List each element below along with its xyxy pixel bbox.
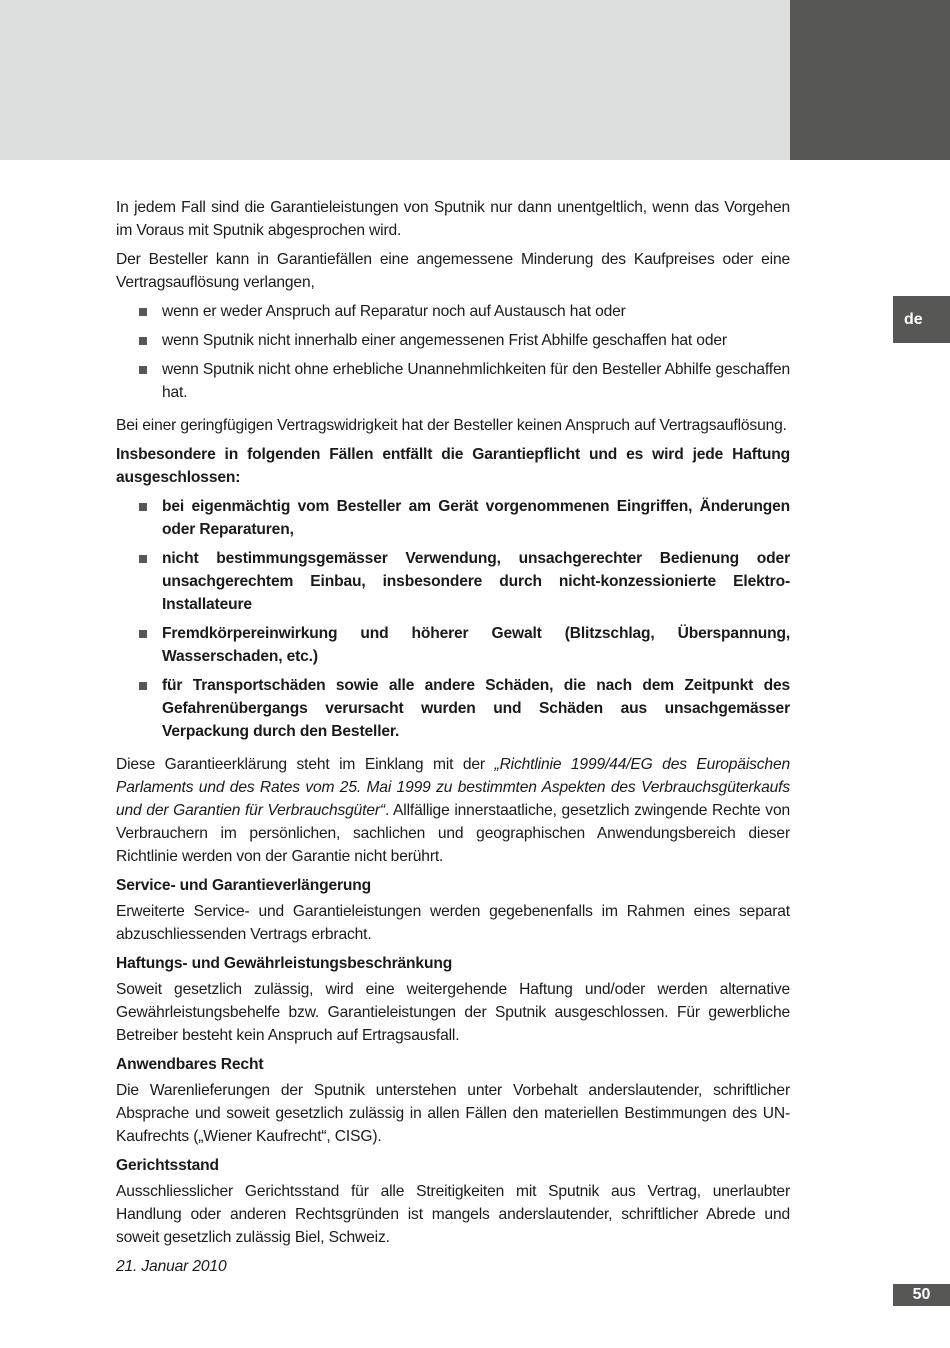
header-corner-block <box>790 0 950 160</box>
bullet-square-icon <box>139 555 147 563</box>
section-text: Ausschliesslicher Gerichtsstand für alle Streitigkeiten mit Sputnik aus Vertrag, unerlaubter Handlung oder anderen Rechtsgründen ist mangels anderslautender, schriftlicher Abrede und soweit gesetzlich zulässig Biel, Schweiz. <box>116 1183 790 1246</box>
list-item: bei eigenmächtig vom Besteller am Gerät vorgenommenen Eingriffen, Änderungen oder Reparaturen, <box>116 495 790 541</box>
list-item: wenn Sputnik nicht innerhalb einer angemessenen Frist Abhilfe geschaffen hat oder <box>116 329 790 352</box>
bullet-square-icon <box>139 630 147 638</box>
bullet-square-icon <box>139 366 147 374</box>
section-heading: Gerichtsstand <box>116 1157 219 1174</box>
conditions-list <box>116 300 790 404</box>
bullet-square-icon <box>139 682 147 690</box>
paragraph-directive: Diese Garantieerklärung steht im Einklang mit der „Richtlinie 1999/44/EG des Europäischen Parlaments und des Rates vom 25. Mai 1999 zu bestimmten Aspekten des Verbrauchsgüterkaufs und der Garantien für Verbrauchsgüter“. Allfällige innerstaatliche, gesetzlich zwingende Rechte von Verbrauchern im persönlichen, sachlichen und geographischen Anwendungsbereich dieser Richtlinie werden von der Garantie nicht berührt. <box>116 756 790 865</box>
language-tab: de <box>893 296 950 343</box>
section-text: Erweiterte Service- und Garantieleistungen werden gegebenenfalls im Rahmen eines separat abzuschliessenden Vertrags erbracht. <box>116 903 790 943</box>
paragraph-price-reduction: Der Besteller kann in Garantiefällen eine angemessene Minderung des Kaufpreises oder eine Vertragsauflösung verlangen, <box>116 251 790 291</box>
exclusions-list <box>116 495 790 743</box>
section-heading: Service- und Garantieverlängerung <box>116 877 372 894</box>
paragraph-exclusions-intro: Insbesondere in folgenden Fällen entfällt die Garantiepflicht und es wird jede Haftung ausgeschlossen: <box>116 446 790 486</box>
directive-citation: „Richtlinie 1999/44/EG des Europäischen Parlaments und des Rates vom 25. Mai 1999 zu bestimmten Aspekten des Verbrauchsgüterkaufs und der Garantien für Verbrauchsgüter“ <box>116 756 790 819</box>
list-item: Fremdkörpereinwirkung und höherer Gewalt (Blitzschlag, Überspannung, Wasserschaden, etc.) <box>116 622 790 668</box>
paragraph-minor-breach: Bei einer geringfügigen Vertragswidrigkeit hat der Besteller keinen Anspruch auf Vertragsauflösung. <box>116 417 787 434</box>
list-item: für Transportschäden sowie alle andere Schäden, die nach dem Zeitpunkt des Gefahrenübergangs verursacht wurden und Schäden aus unsachgemässer Verpackung durch den Besteller. <box>116 674 790 743</box>
list-item: nicht bestimmungsgemässer Verwendung, unsachgerechter Bedienung oder unsachgerechtem Einbau, insbesondere durch nicht-konzessionierte Elektro-Installateure <box>116 547 790 616</box>
bullet-square-icon <box>139 308 147 316</box>
bullet-square-icon <box>139 503 147 511</box>
header-band <box>0 0 790 160</box>
section-text: Die Warenlieferungen der Sputnik unterstehen unter Vorbehalt anderslautender, schriftlicher Absprache und soweit gesetzlich zulässig in allen Fällen den materiellen Bestimmungen des UN-Kaufrechts („Wiener Kaufrecht“, CISG). <box>116 1082 790 1145</box>
list-item: wenn Sputnik nicht ohne erhebliche Unannehmlichkeiten für den Besteller Abhilfe geschaffen hat. <box>116 358 790 404</box>
bullet-square-icon <box>139 337 147 345</box>
page-number: 50 <box>893 1284 950 1306</box>
document-body <box>116 196 790 1278</box>
section-heading: Haftungs- und Gewährleistungsbeschränkung <box>116 955 453 972</box>
section-text: Soweit gesetzlich zulässig, wird eine weitergehende Haftung und/oder werden alternative Gewährleistungsbehelfe bzw. Garantieleistungen der Sputnik ausgeschlossen. Für gewerbliche Betreiber besteht kein Anspruch auf Ertragsausfall. <box>116 981 790 1044</box>
list-item: wenn er weder Anspruch auf Reparatur noch auf Austausch hat oder <box>116 300 790 323</box>
section-heading: Anwendbares Recht <box>116 1056 264 1073</box>
paragraph-free-of-charge: In jedem Fall sind die Garantieleistungen von Sputnik nur dann unentgeltlich, wenn das Vorgehen im Voraus mit Sputnik abgesprochen wird. <box>116 199 790 239</box>
document-date: 21. Januar 2010 <box>116 1258 227 1275</box>
